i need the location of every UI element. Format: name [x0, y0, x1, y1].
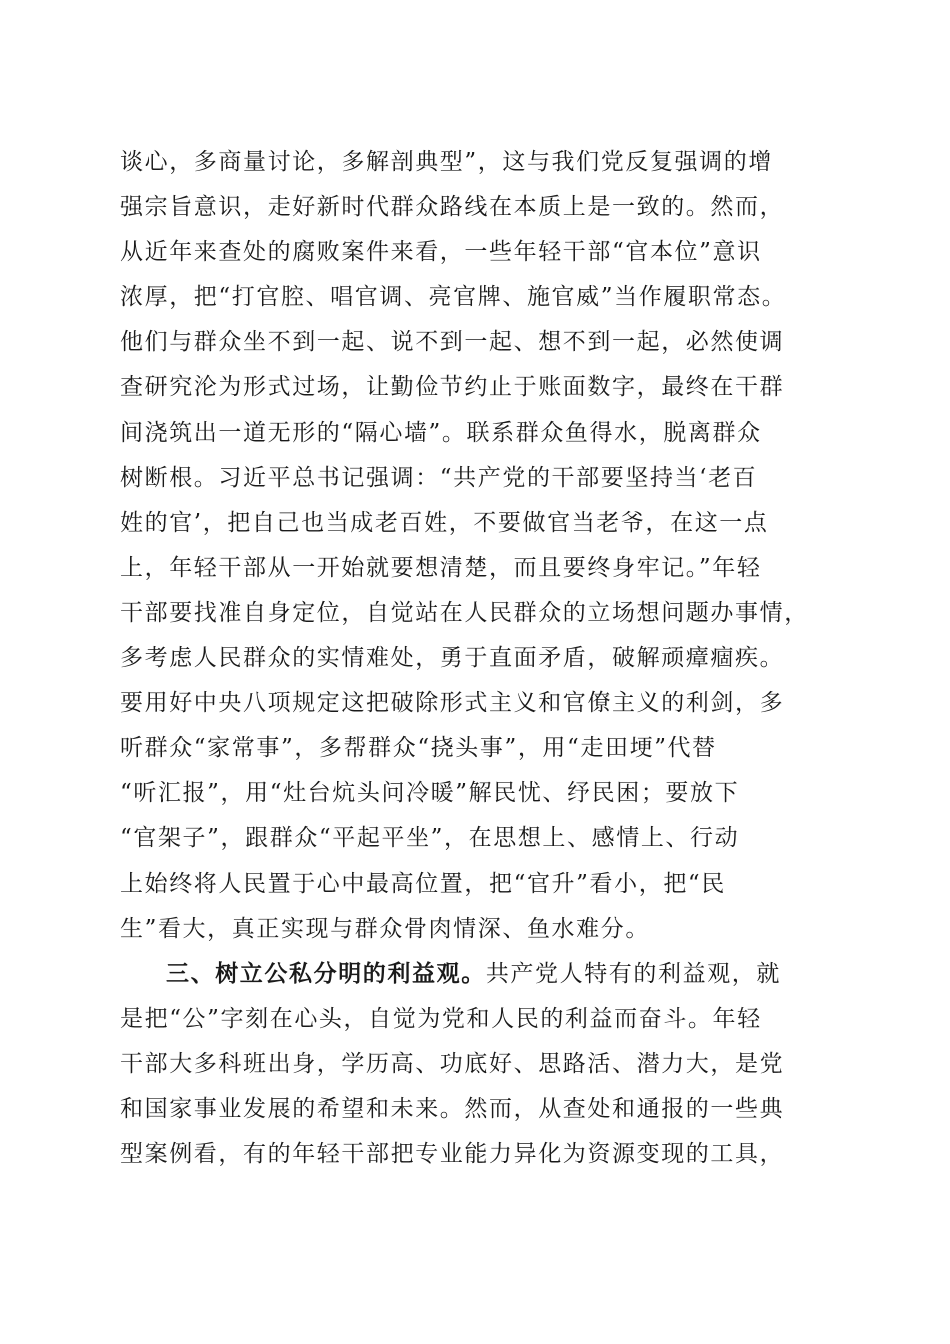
section-heading-continuation: 共产党人特有的利益观，就 — [485, 960, 782, 987]
section-heading: 三、树立公私分明的利益观。 — [166, 960, 486, 987]
body-line: 强宗旨意识，走好新时代群众路线在本质上是一致的。然而， — [120, 194, 785, 221]
body-line: “听汇报”，用“灶台炕头问冷暖”解民忧、纾民困；要放下 — [120, 780, 740, 807]
body-line: 姓的官’，把自己也当成老百姓，不要做官当老爷，在这一点 — [120, 509, 769, 536]
body-line: 多考虑人民群众的实情难处，勇于直面矛盾，破解顽瘴痼疾。 — [120, 645, 785, 672]
body-line: 浓厚，把“打官腔、唱官调、亮官牌、施官威”当作履职常态。 — [120, 284, 787, 311]
body-line: 要用好中央八项规定这把破除形式主义和官僚主义的利剑，多 — [120, 690, 785, 717]
body-line: 谈心，多商量讨论，多解剖典型”，这与我们党反复强调的增 — [120, 149, 773, 175]
body-line: 是把“公”字刻在心头，自觉为党和人民的利益而奋斗。年轻 — [120, 1005, 762, 1032]
body-line: 查研究沦为形式过场，让勤俭节约止于账面数字，最终在干群 — [120, 374, 785, 401]
body-line: 他们与群众坐不到一起、说不到一起、想不到一起，必然使调 — [120, 329, 785, 356]
body-line: 干部大多科班出身，学历高、功底好、思路活、潜力大，是党 — [120, 1050, 785, 1077]
body-line: 间浇筑出一道无形的“隔心墙”。联系群众鱼得水，脱离群众 — [120, 419, 762, 446]
body-line: 上，年轻干部从一开始就要想清楚，而且要终身牢记。”年轻 — [120, 554, 762, 581]
body-line: 和国家事业发展的希望和未来。然而，从查处和通报的一些典 — [120, 1095, 785, 1122]
body-line: 上始终将人民置于心中最高位置，把“官升”看小，把“民 — [120, 870, 726, 897]
body-line: “官架子”，跟群众“平起平坐”，在思想上、感情上、行动 — [120, 825, 740, 852]
body-line: 型案例看，有的年轻干部把专业能力异化为资源变现的工具， — [120, 1141, 785, 1168]
body-line: 听群众“家常事”，多帮群众“挠头事”，用“走田埂”代替 — [120, 735, 717, 762]
body-line: 生”看大，真正实现与群众骨肉情深、鱼水难分。 — [120, 915, 650, 942]
document-body — [120, 140, 840, 1177]
body-line: 从近年来查处的腐败案件来看，一些年轻干部“官本位”意识 — [120, 239, 762, 266]
section-heading-line — [120, 952, 840, 997]
body-line: 树断根。习近平总书记强调：“共产党的干部要坚持当‘老百 — [120, 464, 758, 491]
body-line: 干部要找准自身定位，自觉站在人民群众的立场想问题办事情， — [120, 599, 809, 626]
